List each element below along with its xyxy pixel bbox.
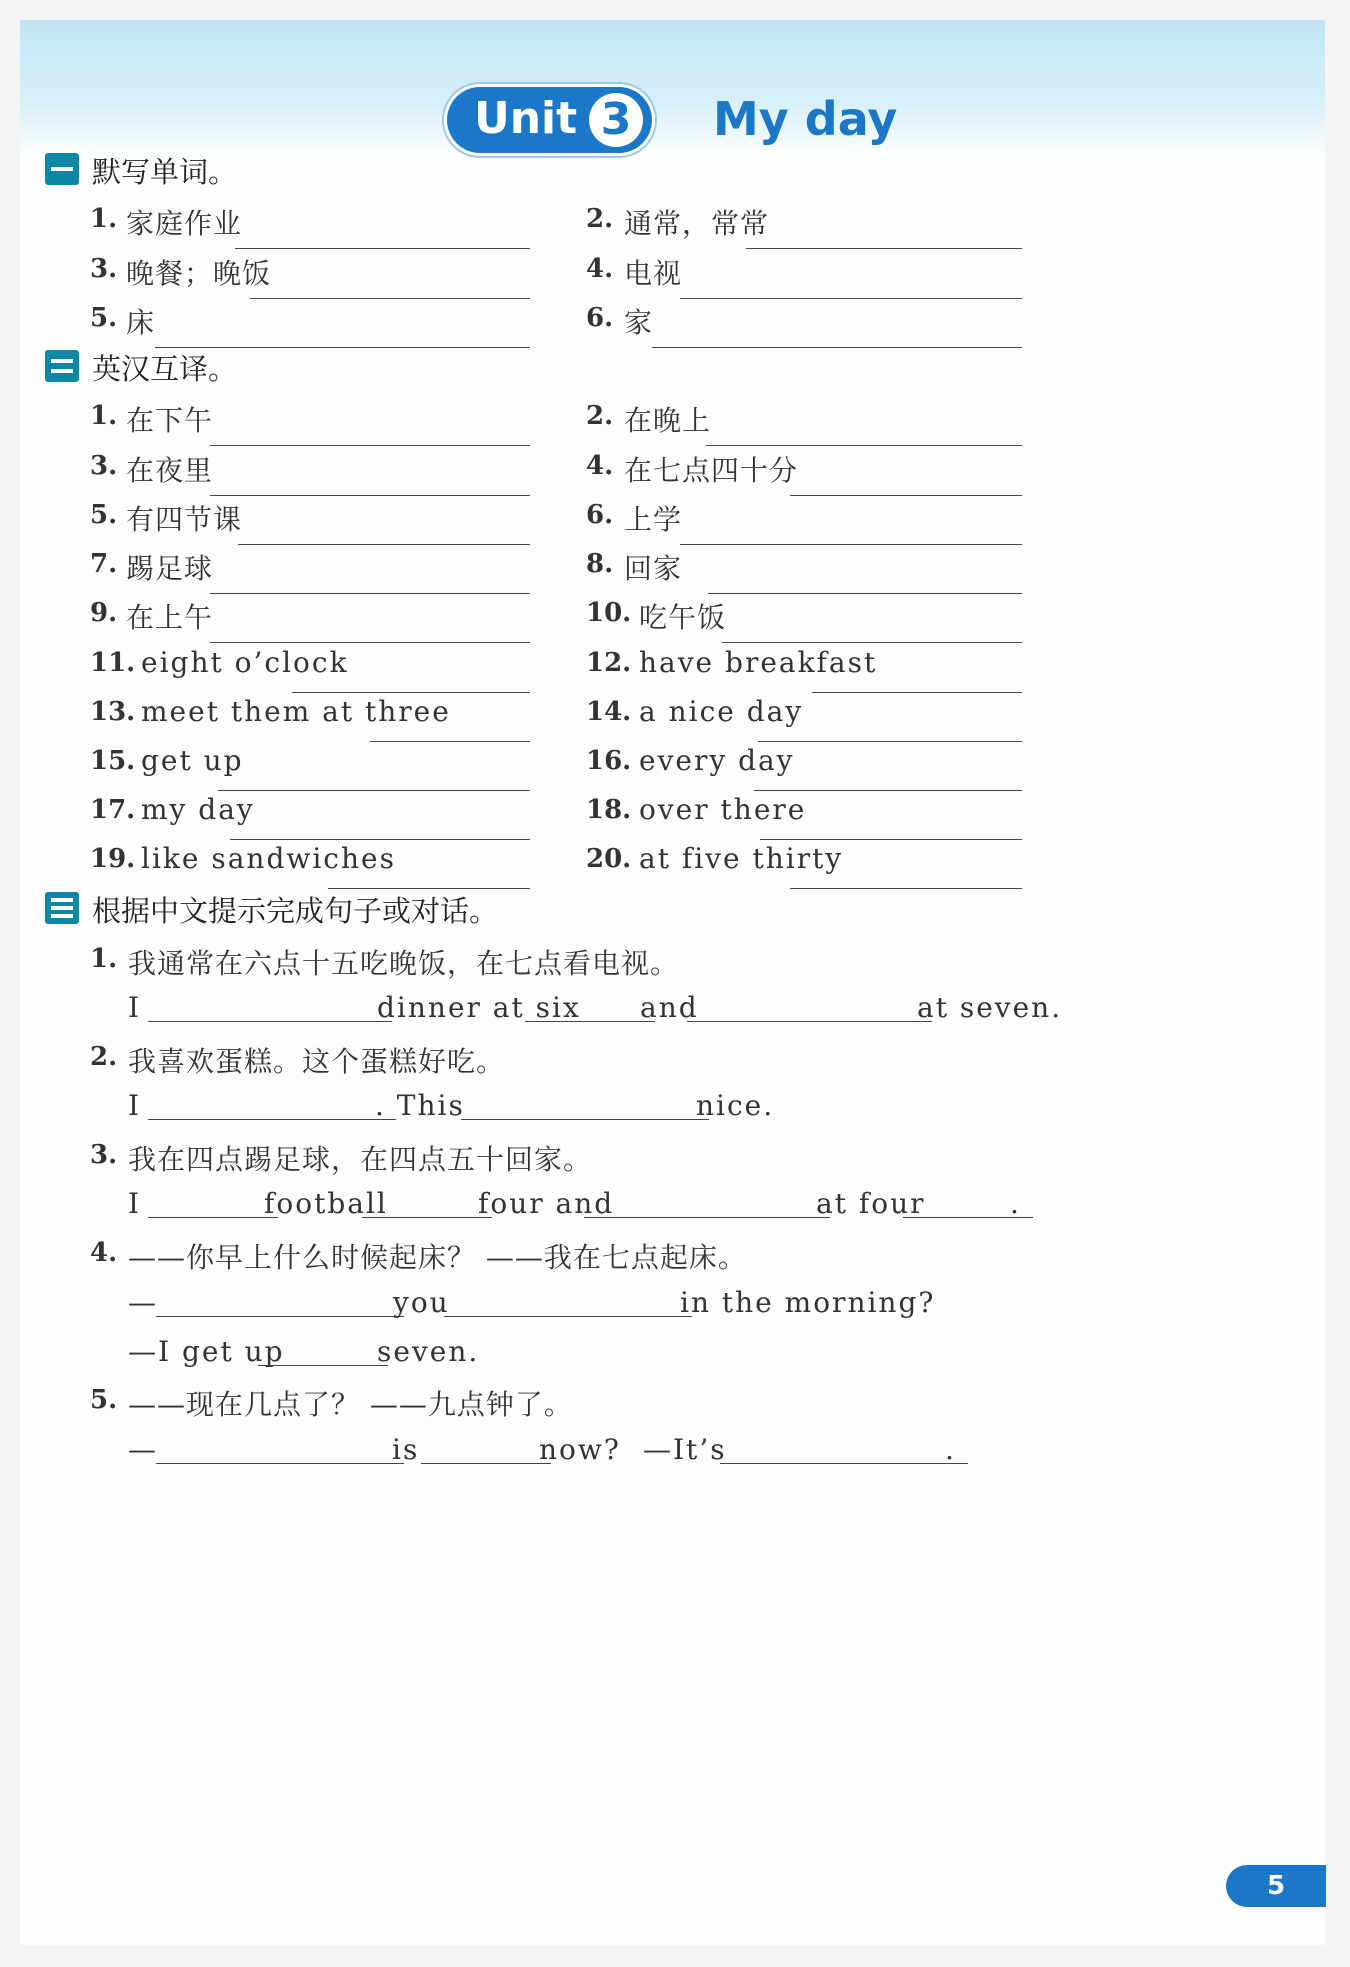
answer-blank[interactable] [562,1316,692,1317]
item-number: 3. [90,254,118,284]
item-prompt: 家 [624,306,654,339]
item-number: 16. [586,746,632,776]
section-two-title: 英汉互译。 [92,352,238,386]
unit-number: 3 [589,93,643,147]
section-two-icon [45,350,79,382]
answer-blank[interactable] [579,1119,709,1120]
item-number: 9. [90,598,118,628]
answer-blank[interactable] [156,1463,286,1464]
answer-line[interactable] [210,593,530,594]
question-number: 2. [90,1042,118,1072]
answer-blank[interactable] [525,1021,655,1022]
item-number: 3. [90,451,118,481]
question-number: 3. [90,1140,118,1170]
item-number: 20. [586,844,632,874]
item-prompt: meet them at three [141,695,451,728]
item-number: 2. [586,401,614,431]
answer-line[interactable] [238,544,530,545]
unit-badge [447,87,652,153]
answer-line[interactable] [652,347,1022,348]
item-prompt: at five thirty [639,842,844,875]
item-number: 6. [586,303,614,333]
section-three-icon [45,892,79,924]
item-prompt: 在七点四十分 [624,454,799,487]
sentence-text: —It’s [643,1433,727,1466]
answer-line[interactable] [680,298,1022,299]
sentence-text: seven. [377,1335,480,1368]
answer-blank[interactable] [362,1217,492,1218]
answer-line[interactable] [790,888,1022,889]
item-prompt: 在晚上 [624,404,712,437]
sentence-text: football [264,1187,388,1220]
question-number: 5. [90,1385,118,1415]
sentence-text: . [945,1433,956,1466]
item-prompt: 在下午 [126,404,214,437]
answer-line[interactable] [210,445,530,446]
workbook-page [20,20,1325,1945]
sentence-text: nice. [696,1089,775,1122]
item-number: 17. [90,795,136,825]
answer-blank[interactable] [274,1463,404,1464]
answer-line[interactable] [708,593,1022,594]
answer-line[interactable] [370,741,530,742]
answer-line[interactable] [754,790,1022,791]
sentence-text: —I get up [128,1335,285,1368]
answer-line[interactable] [758,741,1022,742]
answer-blank[interactable] [700,1217,830,1218]
item-prompt: 床 [126,306,156,339]
sentence-text: . [1010,1187,1021,1220]
item-number: 5. [90,500,118,530]
item-prompt: 通常，常常 [624,207,770,240]
item-number: 18. [586,795,632,825]
section-one-icon [45,153,79,185]
item-number: 5. [90,303,118,333]
answer-line[interactable] [218,790,530,791]
answer-line[interactable] [210,495,530,496]
sentence-text: I [128,991,142,1024]
sentence-text: and [640,991,699,1024]
item-prompt: 吃午饭 [639,601,727,634]
answer-blank[interactable] [421,1463,551,1464]
item-number: 7. [90,549,118,579]
answer-blank[interactable] [258,1365,388,1366]
answer-blank[interactable] [274,1316,404,1317]
item-prompt: over there [639,793,807,826]
sentence-text: . This [375,1089,465,1122]
item-prompt: a nice day [639,695,804,728]
item-prompt: every day [639,744,795,777]
question-prompt: 我通常在六点十五吃晚饭，在七点看电视。 [128,947,680,980]
item-prompt: eight o’clock [141,646,349,679]
item-prompt: 电视 [624,257,683,290]
sentence-text: you [393,1286,450,1319]
answer-blank[interactable] [148,1119,278,1120]
item-prompt: like sandwiches [141,842,396,875]
answer-blank[interactable] [461,1119,591,1120]
sentence-text: at four [816,1187,926,1220]
item-prompt: 回家 [624,552,683,585]
item-number: 6. [586,500,614,530]
sentence-text: now? [539,1433,621,1466]
sentence-text: I [128,1187,142,1220]
answer-blank[interactable] [720,1463,850,1464]
answer-line[interactable] [235,248,530,249]
item-prompt: 晚餐；晚饭 [126,257,272,290]
answer-blank[interactable] [444,1316,574,1317]
sentence-text: four and [478,1187,615,1220]
question-prompt: 我在四点踢足球，在四点五十回家。 [128,1143,593,1176]
answer-blank[interactable] [687,1021,817,1022]
item-number: 1. [90,204,118,234]
answer-line[interactable] [680,544,1022,545]
item-prompt: 在夜里 [126,454,214,487]
unit-title: My day [713,92,898,146]
item-number: 19. [90,844,136,874]
answer-line[interactable] [250,298,530,299]
item-number: 14. [586,697,632,727]
item-number: 12. [586,648,632,678]
answer-blank[interactable] [148,1021,278,1022]
item-prompt: my day [141,793,255,826]
item-number: 11. [90,648,136,678]
item-number: 4. [586,451,614,481]
item-number: 8. [586,549,614,579]
item-number: 2. [586,204,614,234]
item-prompt: 在上午 [126,601,214,634]
section-three-title: 根据中文提示完成句子或对话。 [92,894,499,928]
answer-line[interactable] [722,642,1022,643]
answer-line[interactable] [210,642,530,643]
item-number: 4. [586,254,614,284]
answer-line[interactable] [230,839,530,840]
item-prompt: 家庭作业 [126,207,243,240]
sentence-text: dinner at six [377,991,581,1024]
item-number: 13. [90,697,136,727]
question-prompt: ——你早上什么时候起床？ ——我在七点起床。 [128,1241,747,1274]
item-prompt: 有四节课 [126,503,243,536]
item-prompt: have breakfast [639,646,878,679]
sentence-text: at seven. [917,991,1063,1024]
answer-blank[interactable] [584,1217,714,1218]
question-prompt: ——现在几点了？ ——九点钟了。 [128,1388,573,1421]
section-one-title: 默写单词。 [92,155,238,189]
answer-line[interactable] [706,445,1022,446]
header-band [20,20,1325,155]
answer-line[interactable] [790,495,1022,496]
dialogue-dash: — [128,1286,158,1319]
answer-blank[interactable] [802,1021,932,1022]
item-prompt: get up [141,744,244,777]
question-prompt: 我喜欢蛋糕。这个蛋糕好吃。 [128,1045,506,1078]
answer-line[interactable] [760,839,1022,840]
item-prompt: 踢足球 [126,552,214,585]
item-number: 15. [90,746,136,776]
dialogue-dash: — [128,1433,158,1466]
answer-line[interactable] [746,248,1022,249]
item-number: 1. [90,401,118,431]
answer-line[interactable] [292,692,530,693]
answer-blank[interactable] [262,1021,392,1022]
sentence-text: I [128,1089,142,1122]
answer-blank[interactable] [156,1316,286,1317]
answer-blank[interactable] [148,1217,278,1218]
sentence-text: in the morning? [680,1286,936,1319]
page-number: 5 [1226,1865,1326,1907]
question-number: 4. [90,1238,118,1268]
question-number: 1. [90,944,118,974]
item-number: 10. [586,598,632,628]
unit-label: Unit [474,93,578,144]
item-prompt: 上学 [624,503,683,536]
answer-line[interactable] [812,692,1022,693]
sentence-text: is [392,1433,420,1466]
